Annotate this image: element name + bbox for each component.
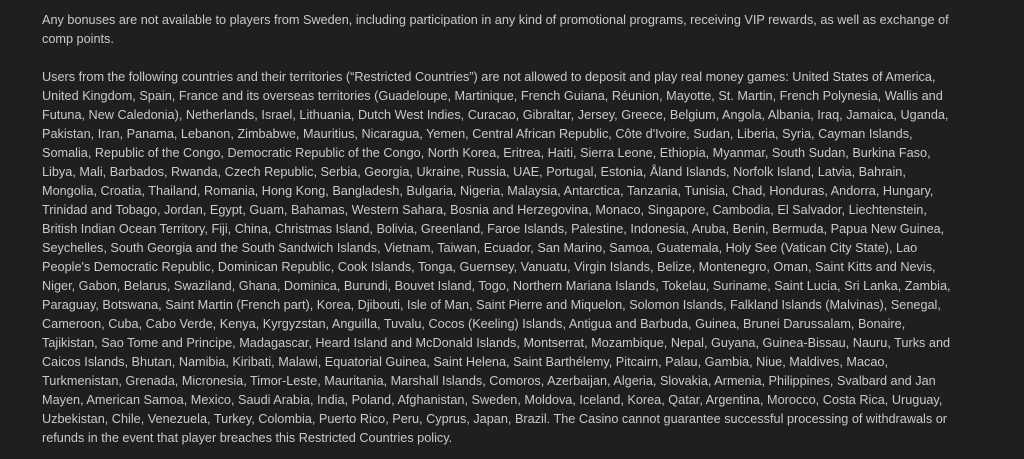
sweden-bonus-restriction-paragraph: Any bonuses are not available to players from Sweden, including participation in any kind of promotional programs, receiving VIP rewards, as well as exchange of comp points. [42,13,949,46]
restricted-countries-paragraph: Users from the following countries and their territories (“Restricted Countries”) are not allowed to deposit and play real money games: United States of America, United Kingdom, Spain, France and its overseas territories (Guadeloupe, Martinique, French Guiana, Réunion, Mayotte, St. Martin, French Polynesia, Wallis and Futuna, New Caledonia), Netherlands, Israel, Lithuania, Dutch West Indies, Curacao, Gibraltar, Jersey, Greece, Belgium, Angola, Albania, Iraq, Jamaica, Uganda, Pakistan, Iran, Panama, Lebanon, Zimbabwe, Mauritius, Nicaragua, Yemen, Central African Republic, Côte d'Ivoire, Sudan, Liberia, Syria, Cayman Islands, Somalia, Republic of the Congo, Democratic Republic of the Congo, North Korea, Eritrea, Haiti, Sierra Leone, Ethiopia, Myanmar, South Sudan, Burkina Faso, Libya, Mali, Barbados, Rwanda, Czech Republic, Serbia, Georgia, Ukraine, Russia, UAE, Portugal, Estonia, Åland Islands, Norfolk Island, Latvia, Bahrain, Mongolia, Croatia, Thailand, Romania, Hong Kong, Bangladesh, Bulgaria, Nigeria, Malaysia, Antarctica, Tanzania, Tunisia, Chad, Honduras, Andorra, Hungary, Trinidad and Tobago, Jordan, Egypt, Guam, Bahamas, Western Sahara, Bosnia and Herzegovina, Monaco, Singapore, Cambodia, El Salvador, Liechtenstein, British Indian Ocean Territory, Fiji, China, Christmas Island, Bolivia, Greenland, Faroe Islands, Palestine, Indonesia, Aruba, Benin, Bermuda, Papua New Guinea, Seychelles, South Georgia and the South Sandwich Islands, Vietnam, Taiwan, Ecuador, San Marino, Samoa, Guatemala, Holy See (Vatican City State), Lao People's Democratic Republic, Dominican Republic, Cook Islands, Tonga, Guernsey, Vanuatu, Virgin Islands, Belize, Montenegro, Oman, Saint Kitts and Nevis, Niger, Gabon, Belarus, Swaziland, Ghana, Dominica, Burundi, Bouvet Island, Togo, Northern Mariana Islands, Tokelau, Suriname, Saint Lucia, Sri Lanka, Zambia, Paraguay, Botswana, Saint Martin (French part), Korea, Djibouti, Isle of Man, Saint Pierre and Miquelon, Solomon Islands, Falkland Islands (Malvinas), Senegal, Cameroon, Cuba, Cabo Verde, Kenya, Kyrgyzstan, Anguilla, Tuvalu, Cocos (Keeling) Islands, Antigua and Barbuda, Guinea, Brunei Darussalam, Bonaire, Tajikistan, Sao Tome and Principe, Madagascar, Heard Island and McDonald Islands, Montserrat, Mozambique, Nepal, Guyana, Guinea-Bissau, Nauru, Turks and Caicos Islands, Bhutan, Namibia, Kiribati, Malawi, Equatorial Guinea, Saint Helena, Saint Barthélemy, Pitcairn, Palau, Gambia, Niue, Maldives, Macao, Turkmenistan, Grenada, Micronesia, Timor-Leste, Mauritania, Marshall Islands, Comoros, Azerbaijan, Algeria, Slovakia, Armenia, Philippines, Svalbard and Jan Mayen, American Samoa, Mexico, Saudi Arabia, India, Poland, Afghanistan, Sweden, Moldova, Iceland, Korea, Qatar, Argentina, Morocco, Costa Rica, Uruguay, Uzbekistan, Chile, Venezuela, Turkey, Colombia, Puerto Rico, Peru, Cyprus, Japan, Brazil. The Casino cannot guarantee successful processing of withdrawals or refunds in the event that player breaches this Restricted Countries policy. [42,70,951,445]
